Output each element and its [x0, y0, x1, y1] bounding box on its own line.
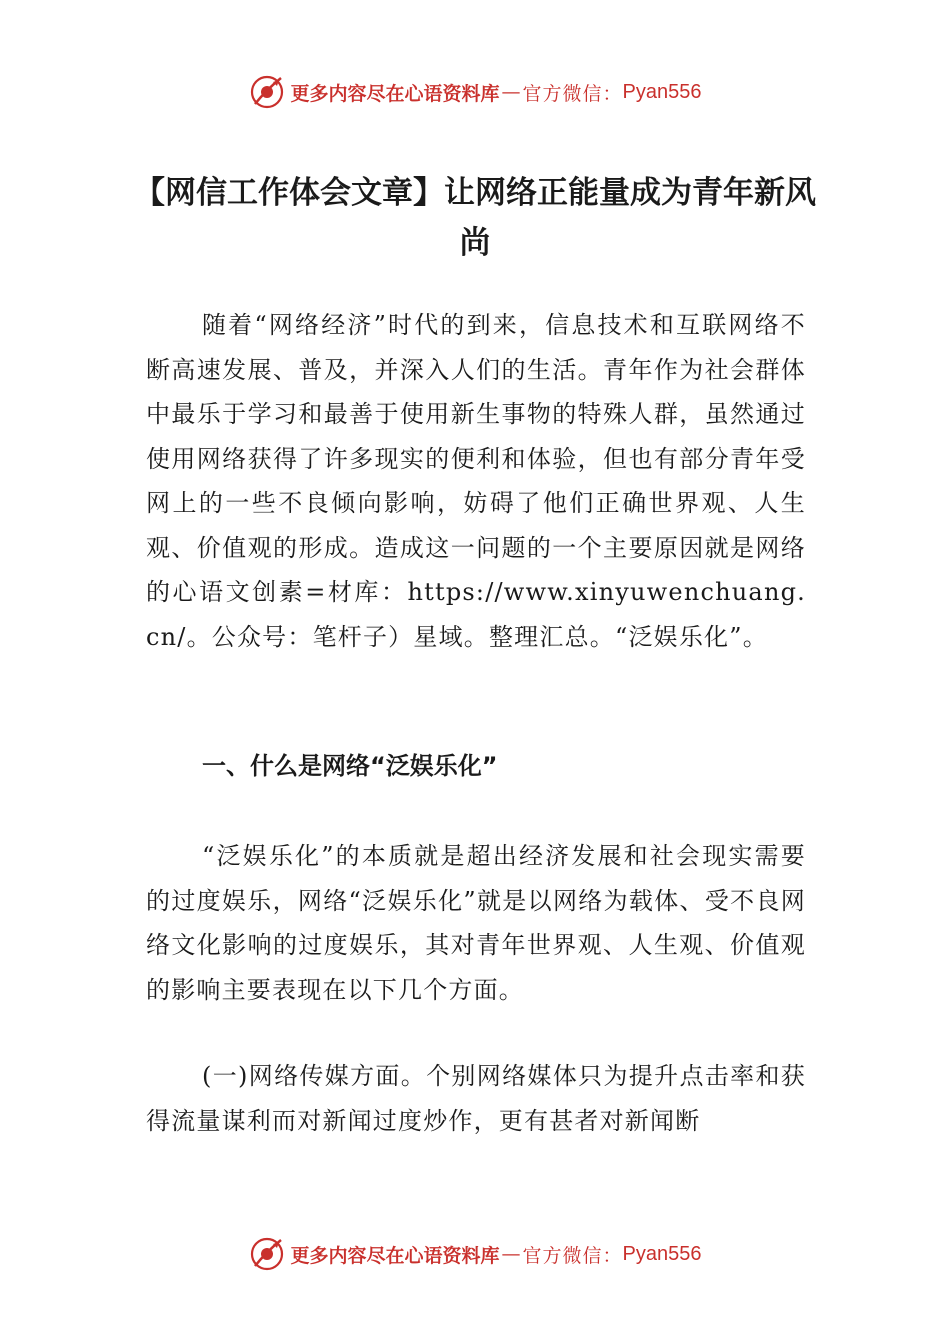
footer-banner [0, 1234, 950, 1274]
article-title: 【网信工作体会文章】让网络正能量成为青年新风尚 [134, 175, 816, 261]
banner-wechat-label: 官方微信： [522, 1244, 623, 1267]
header-banner-text [291, 79, 702, 106]
section-heading-1: 一、什么是网络“泛娱乐化” [202, 752, 498, 780]
paragraph-definition: “泛娱乐化”的本质就是超出经济发展和社会现实需要的过度娱乐，网络“泛娱乐化”就是以网络为载体、受不良网络文化影响的过度娱乐，其对青年世界观、人生观、价值观的影响主要表现在以下几个方面。 [146, 842, 806, 1004]
banner-wechat-id: Pyan556 [622, 80, 702, 103]
paragraph-media: (一)网络传媒方面。个别网络媒体只为提升点击率和获得流量谋利而对新闻过度炒作，更有甚者对新闻断 [146, 1062, 806, 1135]
banner-separator: — [501, 1243, 521, 1265]
banner-separator: — [501, 81, 521, 103]
footer-banner-text [291, 1241, 702, 1268]
banner-wechat-label: 官方微信： [522, 82, 623, 105]
feather-quill-circle-icon [249, 74, 285, 110]
header-banner [0, 72, 950, 112]
banner-wechat-id: Pyan556 [622, 1242, 702, 1265]
banner-main-text: 更多内容尽在心语资料库 [290, 1244, 500, 1267]
feather-quill-circle-icon [249, 1236, 285, 1272]
banner-main-text: 更多内容尽在心语资料库 [290, 82, 500, 105]
paragraph-intro: 随着“网络经济”时代的到来，信息技术和互联网络不断高速发展、普及，并深入人们的生活。青年作为社会群体中最乐于学习和最善于使用新生事物的特殊人群，虽然通过使用网络获得了许多现实的便利和体验，但也有部分青年受网上的一些不良倾向影响，妨碍了他们正确世界观、人生观、价值观的形成。造成这一问题的一个主要原因就是网络的心语文创素=材库：https://www.xinyuwenchuang.cn/。公众号：笔杆子）星域。整理汇总。“泛娱乐化”。 [146, 311, 806, 651]
